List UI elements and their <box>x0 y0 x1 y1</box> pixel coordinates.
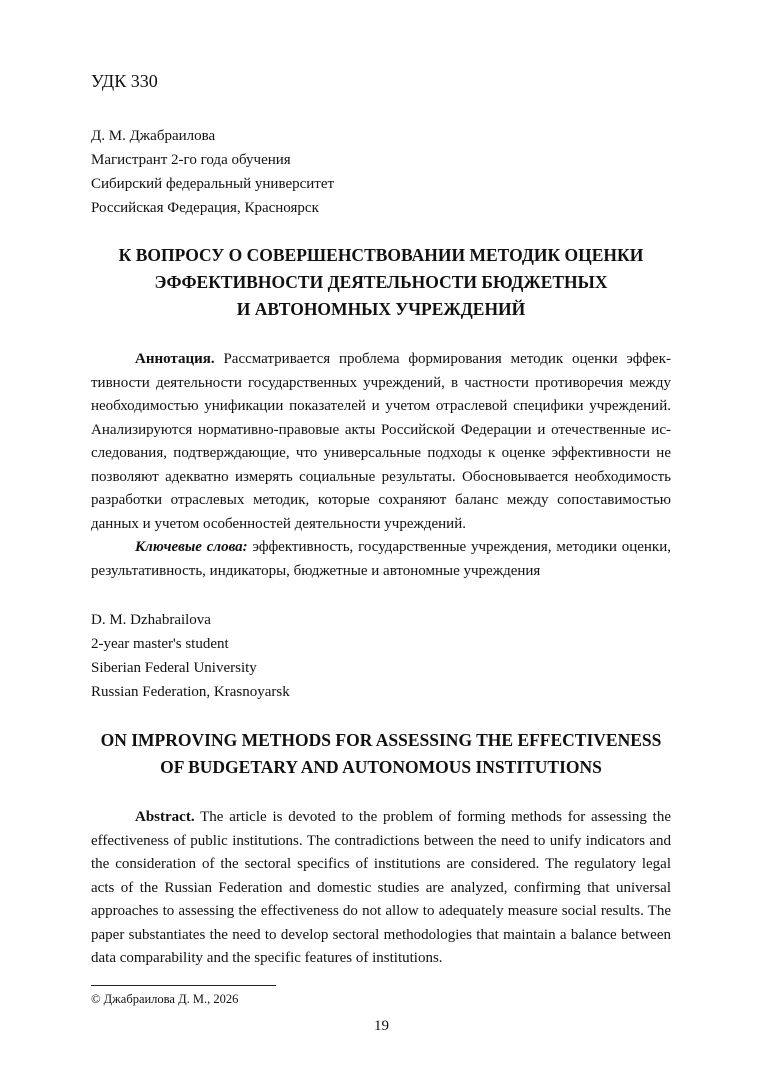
author-position-en: 2-year master's student <box>91 636 229 652</box>
article-title-ru <box>91 242 671 323</box>
author-name-ru: Д. М. Джабраилова <box>91 128 216 144</box>
abstract-paragraph-en <box>91 806 671 971</box>
title-en-line: ON IMPROVING METHODS FOR ASSESSING THE EFFECTIVENESS <box>100 730 662 750</box>
title-ru-line: И АВТОНОМНЫХ УЧРЕЖДЕНИЙ <box>236 299 526 319</box>
author-info-ru <box>91 124 334 220</box>
abstract-paragraph-ru <box>91 348 671 536</box>
author-university-ru: Сибирский федеральный университет <box>91 176 335 192</box>
author-info-en <box>91 608 290 704</box>
article-title-en <box>91 727 671 781</box>
abstract-section-ru <box>91 348 671 583</box>
udk-code: УДК 330 <box>91 71 158 91</box>
title-ru-line: ЭФФЕКТИВНОСТИ ДЕЯТЕЛЬНОСТИ БЮДЖЕТНЫХ <box>154 272 608 292</box>
author-university-en: Siberian Federal University <box>91 660 257 676</box>
author-position-ru: Магистрант 2-го года обучения <box>91 152 291 168</box>
keywords-paragraph-ru <box>91 536 671 583</box>
abstract-text-ru: Рассматривается проблема формирования методик оценки эффективности деятельности государственных учреждений, в частности противоречия между необходимостью унификации показателей и учетом отраслевой специфики учреждений. Анализируются нормативно-правовые акты Российской Федерации и отечественные исследования, подтверждающие, что универсальные подходы к оценке эффективности не позволяют адекватно измерять социальные результаты. Обосновывается необходимость разработки отраслевых методик, которые сохраняют баланс между сопоставимостью данных и учетом особенностей деятельности учреждений. <box>91 351 671 532</box>
abstract-label-ru: Аннотация. <box>135 351 215 367</box>
copyright-footnote: © Джабраилова Д. М., 2026 <box>91 992 239 1006</box>
author-name-en: D. M. Dzhabrailova <box>91 612 211 628</box>
abstract-section-en <box>91 806 671 971</box>
author-location-ru: Российская Федерация, Красноярск <box>91 200 319 216</box>
author-location-en: Russian Federation, Krasnoyarsk <box>91 684 290 700</box>
page-number: 19 <box>374 1018 389 1034</box>
keywords-text-ru: эффективность, государственные учреждения, методики оценки, результативность, индикаторы, бюджетные и автономные учреждения <box>91 539 671 579</box>
abstract-text-en: The article is devoted to the problem of forming methods for assessing the effectiveness of public institutions. The contradictions between the need to unify indicators and the consideration of the sectoral specifics of institutions are considered. The regulatory legal acts of the Russian Federation and domestic studies are analyzed, confirming that universal approaches to assessing the effectiveness do not allow to adequately measure social results. The paper substantiates the need to develop sectoral methodologies that maintain a balance between data comparability and the specific features of institutions. <box>91 809 671 966</box>
keywords-label-ru: Ключевые слова: <box>135 539 248 555</box>
title-ru-line: К ВОПРОСУ О СОВЕРШЕНСТВОВАНИИ МЕТОДИК ОЦЕНКИ <box>118 245 644 265</box>
title-en-line: OF BUDGETARY AND AUTONOMOUS INSTITUTIONS <box>160 757 602 777</box>
abstract-label-en: Abstract. <box>135 809 195 825</box>
footnote-divider <box>91 985 276 986</box>
